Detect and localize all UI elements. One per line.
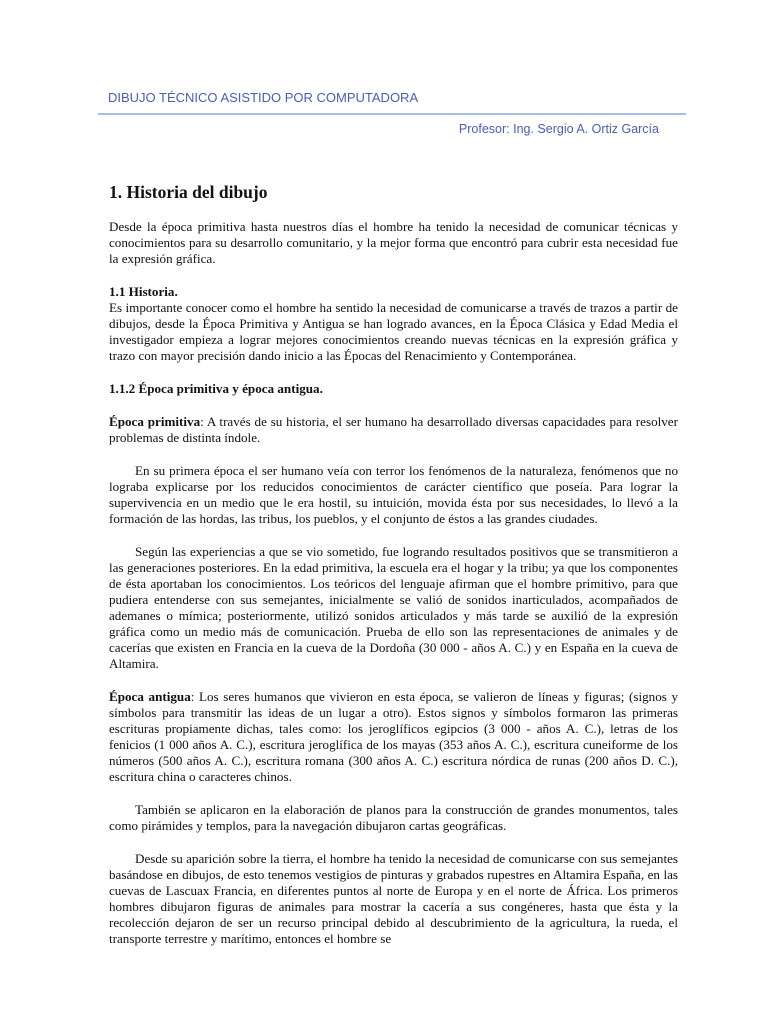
professor-name: Profesor: Ing. Sergio A. Ortiz García <box>458 122 659 136</box>
historia-paragraph: Es importante conocer como el hombre ha sentido la necesidad de comunicarse a través de trazos a partir de dibujos, desde la Época Primitiva y Antigua se han logrado avances, en la Época Clásica y Edad Media el investigador empieza a lograr mejores conocimientos creando nuevas técnicas en la expresión gráfica y trazo con mayor precisión dando inicio a las Épocas del Renacimiento y Contemporánea. <box>109 300 678 363</box>
course-title: DIBUJO TÉCNICO ASISTIDO POR COMPUTADORA <box>108 90 419 105</box>
document-body <box>109 180 678 947</box>
primera-epoca-paragraph: En su primera época el ser humano veía con terror los fenómenos de la naturaleza, fenómenos que no lograba explicarse por los reducidos conocimientos de carácter científico que poseía. Para lograr la supervivencia en un medio que le era hostil, su intuición, movida ésta por sus necesidades, lo llevó a la formación de las hordas, las tribus, los pueblos, y el conjunto de éstos a las grandes ciudades. <box>109 463 678 526</box>
primitiva-label: Época primitiva <box>109 414 201 429</box>
intro-paragraph: Desde la época primitiva hasta nuestros días el hombre ha tenido la necesidad de comunicar técnicas y conocimientos para su desarrollo comunitario, y la mejor forma que encontró para cubrir esta necesidad fue la expresión gráfica. <box>109 219 678 266</box>
antigua-paragraph <box>109 689 678 785</box>
subsection-title-historia: 1.1 Historia. <box>109 284 178 299</box>
primitiva-text: : A través de su historia, el ser humano ha desarrollado diversas capacidades para resolver problemas de distinta índole. <box>109 414 678 445</box>
primitiva-paragraph <box>109 414 678 446</box>
section-title: 1. Historia del dibujo <box>109 182 268 202</box>
header-divider <box>98 113 686 115</box>
antigua-label: Época antigua <box>109 689 191 704</box>
aparicion-paragraph: Desde su aparición sobre la tierra, el hombre ha tenido la necesidad de comunicarse con sus semejantes basándose en dibujos, de esto tenemos vestigios de pinturas y grabados rupestres en Altamira España, en las cuevas de Lascuax Francia, en diferentes puntos al norte de Europa y en el norte de África. Los primeros hombres dibujaron figuras de animales para mostrar la cacería a sus congéneres, hasta que ésta y la recolección dejaron de ser un recurso principal debido al descubrimiento de la agricultura, la rueda, el transporte terrestre y marítimo, entonces el hombre se <box>109 851 678 946</box>
experiencias-paragraph: Según las experiencias a que se vio sometido, fue logrando resultados positivos que se transmitieron a las generaciones posteriores. En la edad primitiva, la escuela era el hogar y la tribu; ya que los componentes de ésta aportaban los conocimientos. Los teóricos del lenguaje afirman que el hombre primitivo, para que pudiera entenderse con sus semejantes, inicialmente se valió de sonidos inarticulados, acompañados de ademanes o mímica; posteriormente, utilizó sonidos articulados y más tarde se auxilió de la expresión gráfica como un medio más de comunicación. Prueba de ello son las representaciones de animales y de cacerías que existen en Francia en la cueva de la Dordoña (30 000 - años A. C.) y en España en la cueva de Altamira. <box>109 544 678 671</box>
antigua-text: : Los seres humanos que vivieron en esta época, se valieron de líneas y figuras; (signos y símbolos para transmitir las ideas de un lugar a otro). Estos signos y símbolos formaron las primeras escrituras propiamente dichas, tales como: los jeroglíficos egipcios (3 000 - años A. C.), letras de los fenicios (1 000 años A. C.), escritura jeroglífica de los mayas (353 años A. C.), escritura cuneiforme de los números (500 años A. C.), escritura romana (300 años A. C.) escritura nórdica de runas (200 años D. C.), escritura china o caracteres chinos. <box>109 689 678 784</box>
subsection-title-epocas: 1.1.2 Época primitiva y época antigua. <box>109 381 323 396</box>
planos-paragraph: También se aplicaron en la elaboración de planos para la construcción de grandes monumentos, tales como pirámides y templos, para la navegación dibujaron cartas geográficas. <box>109 802 678 833</box>
